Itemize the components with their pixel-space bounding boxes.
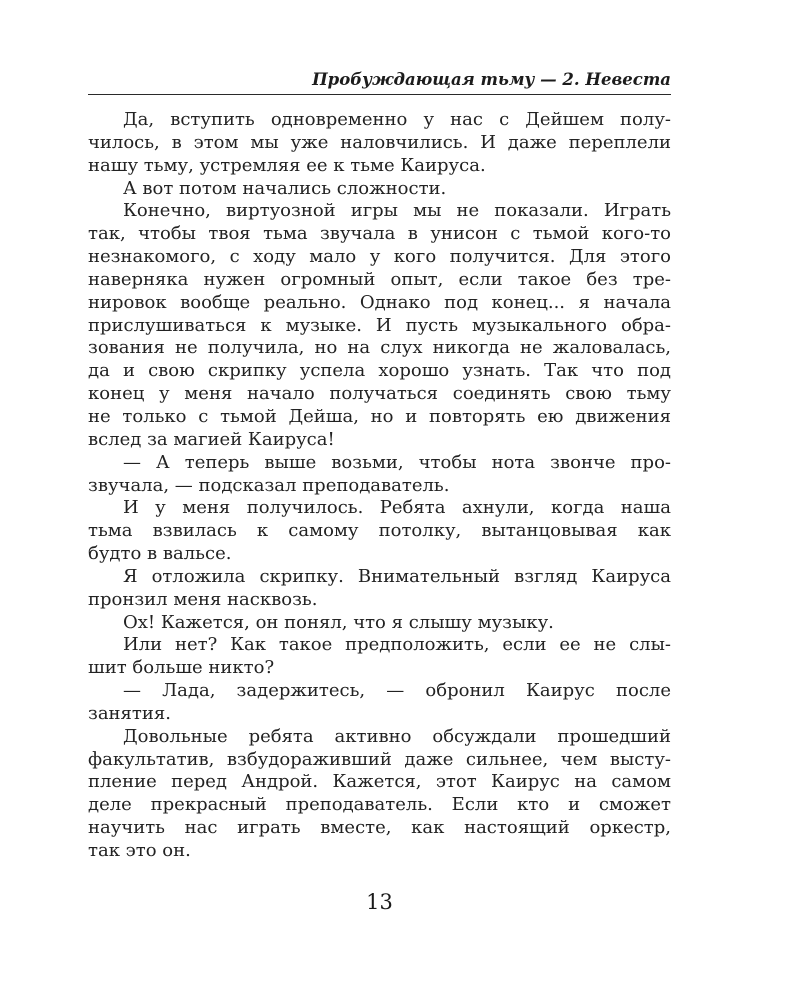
text-line: нашу тьму, устремляя ее к тьме Каируса. xyxy=(88,154,486,176)
text-line: И у меня получилось. Ребята ахнули, когда наша xyxy=(123,497,671,519)
text-line: да и свою скрипку успела хорошо узнать. Так что под xyxy=(88,360,671,382)
running-header: Пробуждающая тьму — 2. Невеста xyxy=(312,70,671,89)
text-line: научить нас играть вместе, как настоящий оркестр, xyxy=(88,817,671,839)
text-line: чилось, в этом мы уже наловчились. И даже переплели xyxy=(88,131,671,153)
text-line: незнакомого, с ходу мало у кого получится. Для этого xyxy=(88,246,671,268)
text-line: — Лада, задержитесь, — обронил Каирус после xyxy=(123,680,671,702)
text-line: нировок вообще реально. Однако под конец... я начала xyxy=(88,291,671,313)
text-line: А вот потом начались сложности. xyxy=(123,177,447,199)
text-line: шит больше никто? xyxy=(88,657,275,679)
text-line: Я отложила скрипку. Внимательный взгляд Каируса xyxy=(123,565,671,587)
header-rule xyxy=(88,94,671,95)
text-line: занятия. xyxy=(88,702,171,724)
text-line: Ох! Кажется, он понял, что я слышу музыку. xyxy=(123,611,554,633)
text-line: — А теперь выше возьми, чтобы нота звонче про- xyxy=(123,451,671,473)
page-number: 13 xyxy=(366,890,393,914)
text-line: пление перед Андрой. Кажется, этот Каирус на самом xyxy=(88,771,671,793)
text-line: наверняка нужен огромный опыт, если такое без тре- xyxy=(88,268,671,290)
text-line: Конечно, виртуозной игры мы не показали. Играть xyxy=(123,200,671,222)
text-line: Или нет? Как такое предположить, если ее не слы- xyxy=(123,634,671,656)
text-line: не только с тьмой Дейша, но и повторять ею движения xyxy=(88,405,671,427)
text-line: звучала, — подсказал преподаватель. xyxy=(88,474,450,496)
text-line: зования не получила, но на слух никогда не жаловалась, xyxy=(88,337,671,359)
text-line: деле прекрасный преподаватель. Если кто и сможет xyxy=(88,794,671,816)
text-line: вслед за магией Каируса! xyxy=(88,428,335,450)
body-text xyxy=(88,109,671,863)
text-line: Довольные ребята активно обсуждали прошедший xyxy=(123,725,671,747)
text-line: так это он. xyxy=(88,840,191,861)
text-line: так, чтобы твоя тьма звучала в унисон с тьмой кого-то xyxy=(88,223,671,245)
text-line: Да, вступить одновременно у нас с Дейшем полу- xyxy=(123,109,671,130)
text-line: будто в вальсе. xyxy=(88,543,232,565)
text-line: пронзил меня насквозь. xyxy=(88,588,318,610)
text-line: конец у меня начало получаться соединять свою тьму xyxy=(88,383,671,405)
text-line: факультатив, взбудораживший даже сильнее, чем высту- xyxy=(88,748,671,770)
text-line: прислушиваться к музыке. И пусть музыкального обра- xyxy=(88,314,671,336)
text-line: тьма взвилась к самому потолку, вытанцовывая как xyxy=(88,520,671,542)
